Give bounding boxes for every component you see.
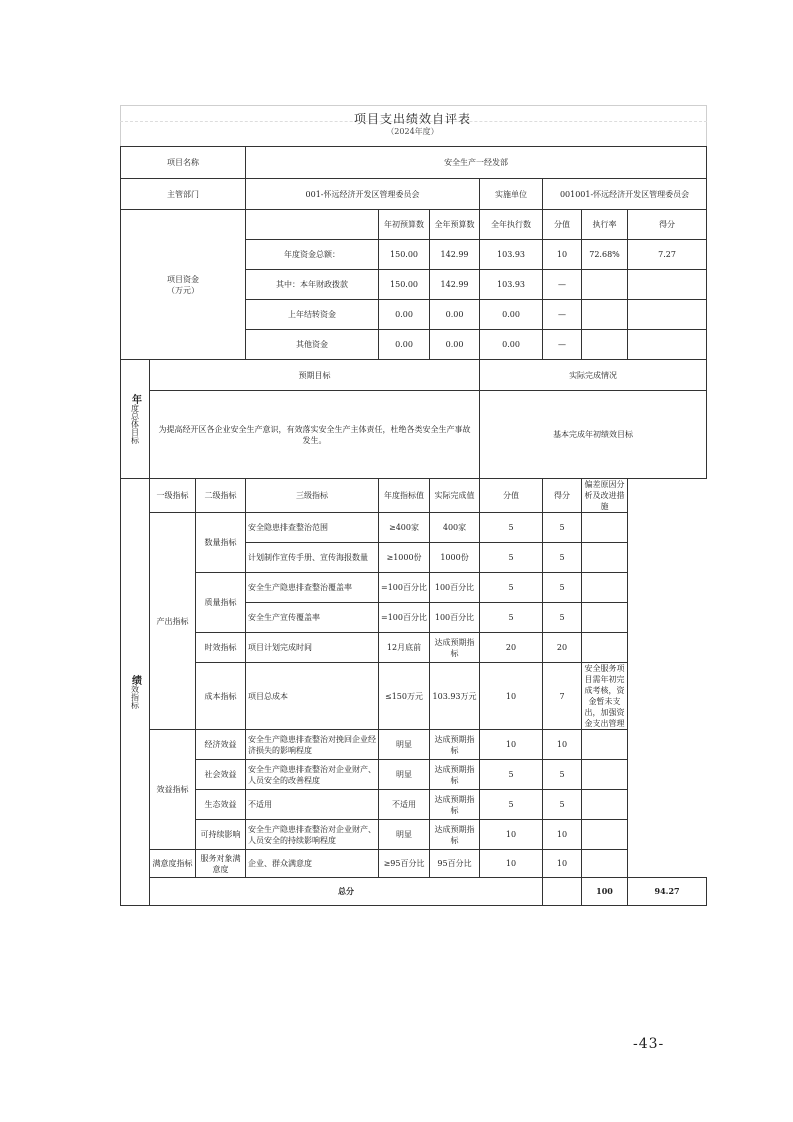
funds-row-exec: 103.93 [480, 270, 543, 300]
deviation-note [582, 760, 628, 790]
level2-social: 社会效益 [196, 760, 246, 790]
actual-value: 100百分比 [430, 603, 480, 633]
level3-name: 安全隐患排查整治范围 [246, 513, 379, 543]
funds-row-name: 其中：本年财政拨款 [246, 270, 379, 300]
actual-value: 达成预期指标 [430, 820, 480, 850]
score: 7 [543, 663, 582, 730]
goals-label-rest: 度总体目标 [130, 404, 140, 444]
indicator-row [121, 573, 707, 603]
funds-row-exec: 103.93 [480, 240, 543, 270]
funds-header: 执行率 [582, 210, 628, 240]
expected-goal-header: 预期目标 [150, 360, 480, 391]
actual-value: 95百分比 [430, 850, 480, 878]
level3-name: 安全生产隐患排查整治对企业财产、人员安全的持续影响程度 [246, 820, 379, 850]
dept-label: 主管部门 [121, 179, 246, 210]
deviation-note [582, 820, 628, 850]
funds-row-score: 7.27 [628, 240, 707, 270]
funds-row-rate [582, 300, 628, 330]
weight: 10 [480, 663, 543, 730]
funds-row-name: 上年结转资金 [246, 300, 379, 330]
funds-header-blank [246, 210, 379, 240]
deviation-note [582, 513, 628, 543]
total-score: 94.27 [628, 878, 707, 906]
weight: 5 [480, 513, 543, 543]
indicator-header: 得分 [543, 479, 582, 513]
funds-row-name: 年度资金总额： [246, 240, 379, 270]
score: 10 [543, 820, 582, 850]
level2-quality: 质量指标 [196, 573, 246, 633]
actual-value: 达成预期指标 [430, 760, 480, 790]
funds-row-full: 142.99 [430, 240, 480, 270]
project-name-label: 项目名称 [121, 147, 246, 179]
annual-target: ≥95百分比 [379, 850, 430, 878]
level3-name: 安全生产宣传覆盖率 [246, 603, 379, 633]
indicator-row [121, 633, 707, 663]
indicator-header: 三级指标 [246, 479, 379, 513]
indicator-header: 年度指标值 [379, 479, 430, 513]
deviation-note [582, 603, 628, 633]
level3-name: 安全生产隐患排查整治对企业财产、人员安全的改善程度 [246, 760, 379, 790]
annual-target: ≥1000份 [379, 543, 430, 573]
funds-row-start: 0.00 [379, 300, 430, 330]
deviation-note [582, 633, 628, 663]
weight: 5 [480, 543, 543, 573]
level2-quantity: 数量指标 [196, 513, 246, 573]
level2-economic: 经济效益 [196, 730, 246, 760]
indicator-header: 分值 [480, 479, 543, 513]
weight: 5 [480, 760, 543, 790]
funds-row-exec: 0.00 [480, 300, 543, 330]
unit-value: 001001-怀远经济开发区管理委员会 [543, 179, 707, 210]
actual-value: 1000份 [430, 543, 480, 573]
score: 5 [543, 603, 582, 633]
indicator-row [121, 850, 707, 878]
annual-target: ≥400家 [379, 513, 430, 543]
actual-completion: 基本完成年初绩效目标 [480, 391, 707, 479]
project-name: 安全生产一经发部 [246, 147, 707, 179]
indicator-row [121, 820, 707, 850]
weight: 5 [480, 573, 543, 603]
indicator-row [121, 513, 707, 543]
level3-name: 项目总成本 [246, 663, 379, 730]
goals-label-first: 年 [129, 394, 141, 404]
score: 20 [543, 633, 582, 663]
funds-row-weight: 10 [543, 240, 582, 270]
weight: 5 [480, 790, 543, 820]
annual-target: ≤150万元 [379, 663, 430, 730]
score: 5 [543, 573, 582, 603]
actual-value: 达成预期指标 [430, 790, 480, 820]
annual-target: 12月底前 [379, 633, 430, 663]
score: 5 [543, 513, 582, 543]
actual-value: 100百分比 [430, 573, 480, 603]
level3-name: 安全生产隐患排查整治覆盖率 [246, 573, 379, 603]
deviation-note [582, 730, 628, 760]
funds-label-unit: （万元） [167, 285, 199, 295]
funds-header-row [121, 210, 707, 240]
indicator-header: 偏差原因分析及改进措施 [582, 479, 628, 513]
funds-row-score [628, 300, 707, 330]
funds-row-full: 142.99 [430, 270, 480, 300]
weight: 10 [480, 820, 543, 850]
department-row [121, 179, 707, 210]
funds-row-full: 0.00 [430, 300, 480, 330]
actual-value: 达成预期指标 [430, 633, 480, 663]
annual-target: =100百分比 [379, 603, 430, 633]
level1-satisfaction: 满意度指标 [150, 850, 196, 878]
indicator-row [121, 730, 707, 760]
deviation-note [582, 573, 628, 603]
funds-row-name: 其他资金 [246, 330, 379, 360]
score: 10 [543, 730, 582, 760]
total-weight: 100 [582, 878, 628, 906]
deviation-note: 安全服务项目需年初完成考核，资金暂未支出，加强资金支出管理 [582, 663, 628, 730]
score: 10 [543, 850, 582, 878]
indicators-label [121, 479, 150, 906]
expected-goal: 为提高经开区各企业安全生产意识，有效落实安全生产主体责任，杜绝各类安全生产事故发生。 [150, 391, 480, 479]
goals-label [121, 360, 150, 479]
goals-row [121, 391, 707, 479]
score: 5 [543, 760, 582, 790]
annual-target: 明显 [379, 820, 430, 850]
project-name-row [121, 147, 707, 179]
annual-target: 明显 [379, 760, 430, 790]
form-year: （2024年度） [386, 127, 439, 136]
total-blank [543, 878, 582, 906]
total-row [121, 878, 707, 906]
level3-name: 计划制作宣传手册、宣传海报数量 [246, 543, 379, 573]
indicator-row [121, 790, 707, 820]
indicators-label-first: 绩 [129, 675, 141, 685]
level3-name: 企业、群众满意度 [246, 850, 379, 878]
actual-value: 103.93万元 [430, 663, 480, 730]
page-number: -43- [633, 1036, 665, 1052]
funds-label-main: 项目资金 [167, 274, 199, 284]
funds-label [121, 210, 246, 360]
funds-row-rate: 72.68% [582, 240, 628, 270]
actual-completion-header: 实际完成情况 [480, 360, 707, 391]
funds-row-start: 0.00 [379, 330, 430, 360]
funds-row-rate [582, 270, 628, 300]
level2-timeliness: 时效指标 [196, 633, 246, 663]
level2-ecological: 生态效益 [196, 790, 246, 820]
weight: 10 [480, 850, 543, 878]
annual-target: 明显 [379, 730, 430, 760]
funds-row-weight: — [543, 270, 582, 300]
level1-benefit: 效益指标 [150, 730, 196, 850]
level2-cost: 成本指标 [196, 663, 246, 730]
indicators-label-rest: 效指标 [130, 685, 140, 709]
deviation-note [582, 850, 628, 878]
funds-header: 年初预算数 [379, 210, 430, 240]
actual-value: 400家 [430, 513, 480, 543]
funds-row-exec: 0.00 [480, 330, 543, 360]
deviation-note [582, 790, 628, 820]
funds-header: 分值 [543, 210, 582, 240]
level2-service-satisfaction: 服务对象满意度 [196, 850, 246, 878]
funds-row-full: 0.00 [430, 330, 480, 360]
unit-label: 实施单位 [480, 179, 543, 210]
level3-name: 安全生产隐患排查整治对挽回企业经济损失的影响程度 [246, 730, 379, 760]
indicator-header: 二级指标 [196, 479, 246, 513]
level2-sustainability: 可持续影响 [196, 820, 246, 850]
total-label: 总分 [150, 878, 543, 906]
score: 5 [543, 543, 582, 573]
level3-name: 不适用 [246, 790, 379, 820]
indicator-header-row [121, 479, 707, 513]
funds-row-weight: — [543, 330, 582, 360]
self-evaluation-table [120, 146, 707, 906]
indicator-row [121, 663, 707, 730]
funds-row-start: 150.00 [379, 240, 430, 270]
actual-value: 达成预期指标 [430, 730, 480, 760]
weight: 10 [480, 730, 543, 760]
funds-row-start: 150.00 [379, 270, 430, 300]
annual-target: 不适用 [379, 790, 430, 820]
annual-target: =100百分比 [379, 573, 430, 603]
weight: 20 [480, 633, 543, 663]
indicator-row [121, 760, 707, 790]
deviation-note [582, 543, 628, 573]
weight: 5 [480, 603, 543, 633]
dept-value: 001-怀远经济开发区管理委员会 [246, 179, 480, 210]
indicator-header: 实际完成值 [430, 479, 480, 513]
level1-output: 产出指标 [150, 513, 196, 730]
indicator-header: 一级指标 [150, 479, 196, 513]
form-title: 项目支出绩效自评表 [353, 112, 471, 126]
funds-header: 全年执行数 [480, 210, 543, 240]
goals-header-row [121, 360, 707, 391]
score: 5 [543, 790, 582, 820]
level3-name: 项目计划完成时间 [246, 633, 379, 663]
funds-row-weight: — [543, 300, 582, 330]
funds-header: 得分 [628, 210, 707, 240]
funds-row-rate [582, 330, 628, 360]
funds-row-score [628, 330, 707, 360]
funds-row-score [628, 270, 707, 300]
funds-header: 全年预算数 [430, 210, 480, 240]
